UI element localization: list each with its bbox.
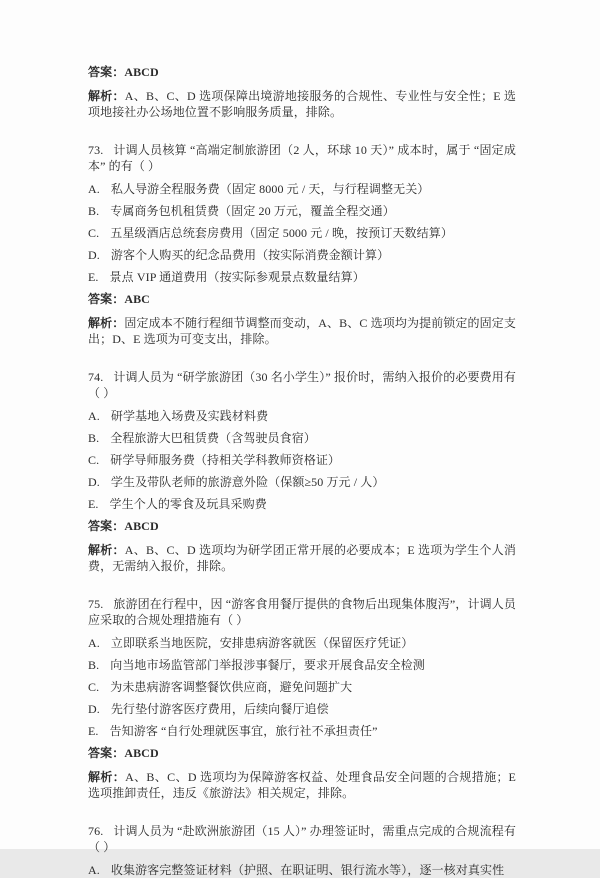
option-text: 私人导游全程服务费（固定 8000 元 / 天，与行程调整无关） [110,182,430,196]
analysis-text: 固定成本不随行程细节调整而变动，A、B、C 选项均为提前锁定的固定支出；D、E 选项为可变支出，排除。 [88,316,516,346]
question-75 [88,596,516,801]
option-d [88,247,516,263]
option-e [88,269,516,285]
question-number: 75. [88,597,104,611]
option-text: 立即联系当地医院，安排患病游客就医（保留医疗凭证） [110,636,414,650]
analysis-paragraph [88,542,516,574]
option-text: 研学导师服务费（持相关学科教师资格证） [110,453,341,467]
answer-line [88,518,516,534]
analysis-paragraph [88,315,516,347]
answer-label: 答案： [88,65,125,79]
analysis-text: A、B、C、D 选项均为保障游客权益、处理食品安全问题的合规措施；E 选项推卸责任，违反《旅游法》相关规定，排除。 [88,770,516,800]
question-stem-text: 计调人员为 “赴欧洲旅游团（15 人）” 办理签证时，需重点完成的合规流程有（ ） [88,824,516,854]
analysis-paragraph [88,88,516,120]
question-stem-text: 计调人员为 “研学旅游团（30 名小学生）” 报价时，需纳入报价的必要费用有（ ） [88,370,516,400]
option-text: 向当地市场监管部门举报涉事餐厅，要求开展食品安全检测 [110,658,425,672]
option-text: 收集游客完整签证材料（护照、在职证明、银行流水等），逐一核对真实性 [110,863,505,877]
question-number: 73. [88,143,104,157]
answer-line [88,64,516,80]
option-letter: D. [88,248,100,262]
option-c [88,452,516,468]
option-letter: C. [88,226,100,240]
analysis-text: A、B、C、D 选项均为研学团正常开展的必要成本；E 选项为学生个人消费，无需纳入报价，排除。 [88,543,516,573]
answer-line [88,291,516,307]
option-b [88,430,516,446]
question-number: 74. [88,370,104,384]
option-a [88,862,516,878]
option-letter: A. [88,409,100,423]
answer-label: 答案： [88,292,125,306]
option-a [88,635,516,651]
answer-value: ABCD [124,746,159,760]
question-number: 76. [88,824,104,838]
previous-question-answer-block [88,64,516,120]
option-b [88,203,516,219]
answer-line [88,745,516,761]
question-74 [88,369,516,574]
option-text: 游客个人购买的纪念品费用（按实际消费金额计算） [110,248,390,262]
option-e [88,496,516,512]
option-text: 学生个人的零食及玩具采购费 [109,497,267,511]
option-text: 景点 VIP 通道费用（按实际参观景点数量结算） [109,270,365,284]
option-e [88,723,516,739]
option-text: 告知游客 “自行处理就医事宜，旅行社不承担责任” [109,724,378,738]
option-text: 全程旅游大巴租赁费（含驾驶员食宿） [110,431,316,445]
option-letter: E. [88,497,99,511]
option-text: 先行垫付游客医疗费用，后续向餐厅追偿 [110,702,329,716]
question-stem [88,369,516,401]
option-text: 五星级酒店总统套房费用（固定 5000 元 / 晚，按预订天数结算） [110,226,453,240]
option-letter: D. [88,475,100,489]
option-text: 学生及带队老师的旅游意外险（保额≥50 万元 / 人） [110,475,385,489]
option-letter: A. [88,636,100,650]
option-letter: B. [88,431,100,445]
analysis-paragraph [88,769,516,801]
question-stem [88,596,516,628]
option-text: 专属商务包机租赁费（固定 20 万元，覆盖全程交通） [110,204,395,218]
question-73 [88,142,516,347]
option-letter: C. [88,453,100,467]
answer-value: ABCD [124,519,159,533]
question-stem [88,142,516,174]
analysis-label: 解析： [88,543,125,557]
option-d [88,474,516,490]
answer-label: 答案： [88,746,125,760]
option-c [88,225,516,241]
question-stem-text: 旅游团在行程中，因 “游客食用餐厅提供的食物后出现集体腹泻”，计调人员应采取的合规处理措施有（ ） [88,597,516,627]
option-text: 研学基地入场费及实践材料费 [110,409,269,423]
option-text: 为未患病游客调整餐饮供应商，避免问题扩大 [110,680,353,694]
analysis-text: A、B、C、D 选项保障出境游地接服务的合规性、专业性与安全性；E 选项地接社办公场地位置不影响服务质量，排除。 [88,89,516,119]
option-b [88,657,516,673]
question-stem-text: 计调人员核算 “高端定制旅游团（2 人，环球 10 天）” 成本时，属于 “固定成本” 的有（ ） [88,143,516,173]
option-letter: A. [88,863,100,877]
option-letter: A. [88,182,100,196]
option-letter: D. [88,702,100,716]
option-a [88,181,516,197]
option-d [88,701,516,717]
analysis-label: 解析： [88,316,125,330]
question-stem [88,823,516,855]
option-letter: B. [88,204,100,218]
option-letter: C. [88,680,100,694]
analysis-label: 解析： [88,89,125,103]
answer-value: ABCD [124,65,159,79]
option-c [88,679,516,695]
option-a [88,408,516,424]
question-76 [88,823,516,878]
option-letter: E. [88,270,99,284]
option-letter: E. [88,724,99,738]
analysis-label: 解析： [88,770,126,784]
option-letter: B. [88,658,100,672]
answer-value: ABC [124,292,150,306]
answer-label: 答案： [88,519,125,533]
